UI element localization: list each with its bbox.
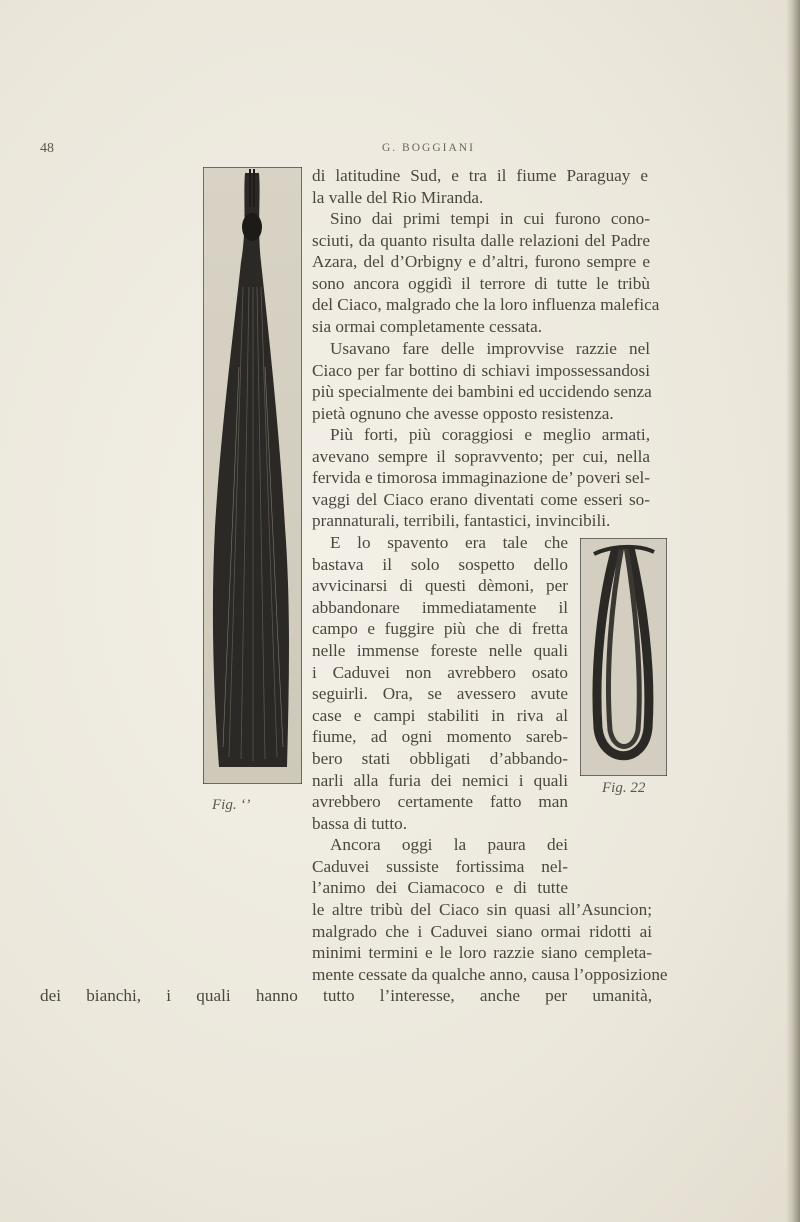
paragraph-3 xyxy=(312,338,650,424)
text-line: Caduvei sussiste fortissima nel- xyxy=(312,856,568,876)
text-line: case e campi stabiliti in riva al xyxy=(312,705,568,725)
paragraph-7 xyxy=(312,899,668,985)
text-line: avvicinarsi di questi dèmoni, per xyxy=(312,576,568,596)
text-line: bastava il solo sospetto dello xyxy=(312,554,568,574)
text-line: pietà ognuno che avesse opposto resistenza. xyxy=(312,403,614,423)
text-line: Azara, del d’Orbigny e d’altri, furono sempre e xyxy=(312,252,650,272)
figure-left-caption: Fig. ‘’ xyxy=(212,797,251,813)
text-line: vaggi del Ciaco erano diventati come esseri so- xyxy=(312,489,650,509)
figure-left-tassel xyxy=(203,167,302,784)
text-line: bassa di tutto. xyxy=(312,813,408,833)
text-line: del Ciaco, malgrado che la loro influenza malefica xyxy=(312,295,660,315)
text-line: Sino dai primi tempi in cui furono cono- xyxy=(330,209,650,228)
text-line: minimi termini e le loro razzie siano cempleta- xyxy=(312,943,652,963)
text-line: Più forti, più coraggiosi e meglio armati, xyxy=(330,425,650,444)
text-line: mente cessate da qualche anno, causa l’opposizione xyxy=(312,964,668,984)
page-number: 48 xyxy=(40,141,54,156)
text-line: nelle immense foreste nelle quali xyxy=(312,640,568,660)
text-line: di latitudine Sud, e tra il fiume Paraguay e xyxy=(312,166,648,185)
text-line: più specialmente dei bambini ed uccidendo senza xyxy=(312,382,652,402)
text-line: seguirli. Ora, se avessero avute xyxy=(312,684,568,704)
running-head: G. BOGGIANI xyxy=(382,142,475,154)
text-line: E lo spavento era tale che xyxy=(330,533,568,552)
text-line: i Caduvei non avrebbero osato xyxy=(312,662,568,682)
paragraph-1 xyxy=(312,165,648,208)
paragraph-4 xyxy=(312,424,650,532)
text-line: sono ancora oggidì il terrore di tutte le tribù xyxy=(312,273,650,293)
paragraph-6 xyxy=(312,834,568,899)
page-edge-shadow xyxy=(786,0,800,1222)
text-line: sciuti, da quanto risulta dalle relazioni del Padre xyxy=(312,230,650,250)
text-line: fiume, ad ogni momento sareb- xyxy=(312,727,568,747)
text-line: l’animo dei Ciamacoco e di tutte xyxy=(312,878,568,898)
text-line: la valle del Rio Miranda. xyxy=(312,187,484,207)
full-width-text-line: dei bianchi, i quali hanno tutto l’interesse, anche per umanità, xyxy=(40,986,652,1005)
text-line: Ciaco per far bottino di schiavi impossessandosi xyxy=(312,360,650,380)
page-header xyxy=(0,141,800,161)
paragraph-5 xyxy=(312,532,568,834)
text-line: narli alla furia dei nemici i quali xyxy=(312,770,568,790)
text-line: bero stati obbligati d’abbando- xyxy=(312,748,568,768)
text-line: sia ormai completamente cessata. xyxy=(312,316,543,336)
text-line: malgrado che i Caduvei siano ormai ridotti ai xyxy=(312,921,652,941)
text-line: avrebbero certamente fatto man xyxy=(312,792,568,812)
text-line: le altre tribù del Ciaco sin quasi all’Asuncion; xyxy=(312,900,652,919)
figure-right-caption: Fig. 22 xyxy=(602,780,646,796)
text-line: campo e fuggire più che di fretta xyxy=(312,619,568,639)
text-line: Ancora oggi la paura dei xyxy=(330,835,568,854)
text-line: fervida e timorosa immaginazione de’ poveri sel- xyxy=(312,468,650,488)
text-line: Usavano fare delle improvvise razzie nel xyxy=(330,339,650,358)
text-line: prannaturali, terribili, fantastici, invincibili. xyxy=(312,511,611,531)
paragraph-2 xyxy=(312,208,660,338)
figure-right-loop xyxy=(580,538,667,776)
text-line: avevano sempre il sopravvento; per cui, nella xyxy=(312,446,650,466)
text-line: abbandonare immediatamente il xyxy=(312,597,568,617)
